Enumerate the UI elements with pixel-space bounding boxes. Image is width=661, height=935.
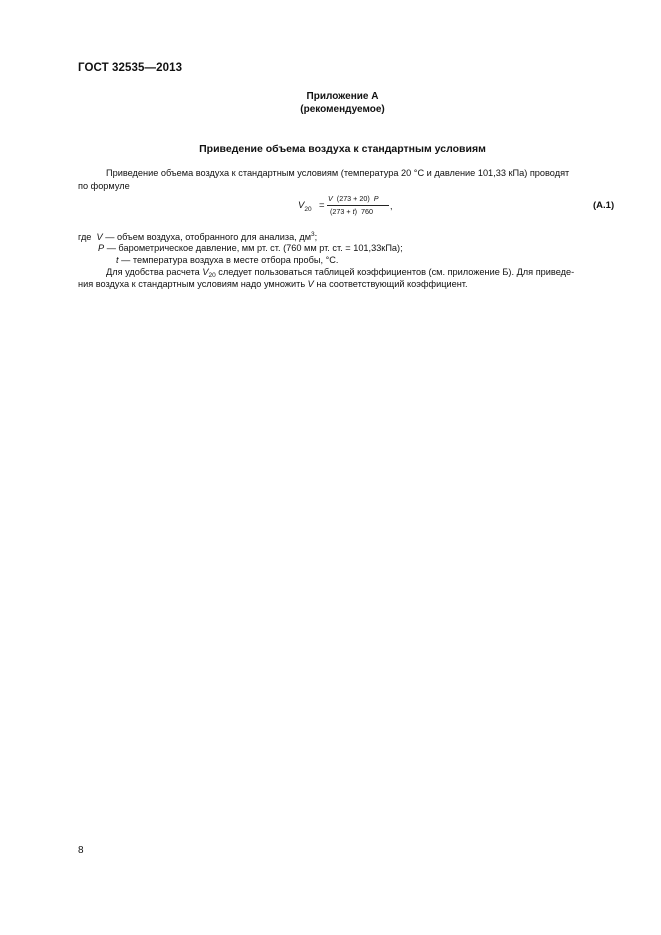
where-t-text: — температура воздуха в месте отбора пробы, °С. [118,255,339,265]
where-v-symbol: V [96,232,103,242]
note-l2-b: на соответствующий коэффициент. [313,279,468,289]
annex-status: (рекомендуемое) [300,104,385,115]
note-l1-b: следует пользоваться таблицей коэффициентов (см. приложение Б). Для приведе- [215,267,575,277]
formula-den-open: (273 + [330,207,353,216]
intro-line-1: Приведение объема воздуха к стандартным условиям (температура 20 °С и давление 101,33 кПа) проводят [106,168,570,178]
where-line-t [116,254,338,266]
formula-num-v: V [328,194,333,203]
where-prefix: где [78,232,92,242]
note-line-2 [78,278,468,290]
where-p-text: — барометрическое давление, мм рт. ст. (760 мм рт. ст. = 101,33кПа); [104,243,403,253]
equation-number: (А.1) [593,200,615,211]
formula-numerator [327,194,389,204]
note-l2-a: ния воздуха к стандартным условиям надо умножить [78,279,308,289]
formula-denominator [327,207,389,217]
where-v-end: ; [314,232,318,242]
formula-den-close: ) [354,207,357,216]
formula-lhs-symbol: V [298,200,305,211]
where-t-symbol: t [116,255,119,265]
formula-num-mid: (273 + 20) [336,194,370,203]
formula-num-p: P [373,194,379,203]
where-v-text: — объем воздуха, отобранного для анализа, дм [102,232,312,242]
formula-fraction [327,194,389,217]
formula-lhs-subscript: 20 [304,205,312,213]
where-v-unit-sup: 3 [311,231,315,238]
where-line-p [98,242,403,254]
where-p-symbol: P [98,243,105,253]
page-number: 8 [78,845,84,856]
formula-den-760: 760 [360,207,373,216]
note-l1-a: Для удобства расчета [106,267,203,277]
formula-comma: , [390,201,393,211]
intro-line-2: по формуле [78,181,130,191]
formula-den-t: t [352,207,355,216]
formula-lhs [298,200,312,213]
note-l1-symbol: V [202,267,209,277]
document-code: ГОСТ 32535—2013 [78,62,183,74]
annex-title: Приложение А [306,91,379,102]
section-title: Приведение объема воздуха к стандартным условиям [199,143,486,155]
note-l1-subscript: 20 [208,272,216,279]
where-line-v [78,229,317,243]
formula-equals: = [319,200,325,211]
note-l2-symbol: V [307,279,314,289]
formula-fraction-bar [327,205,389,206]
